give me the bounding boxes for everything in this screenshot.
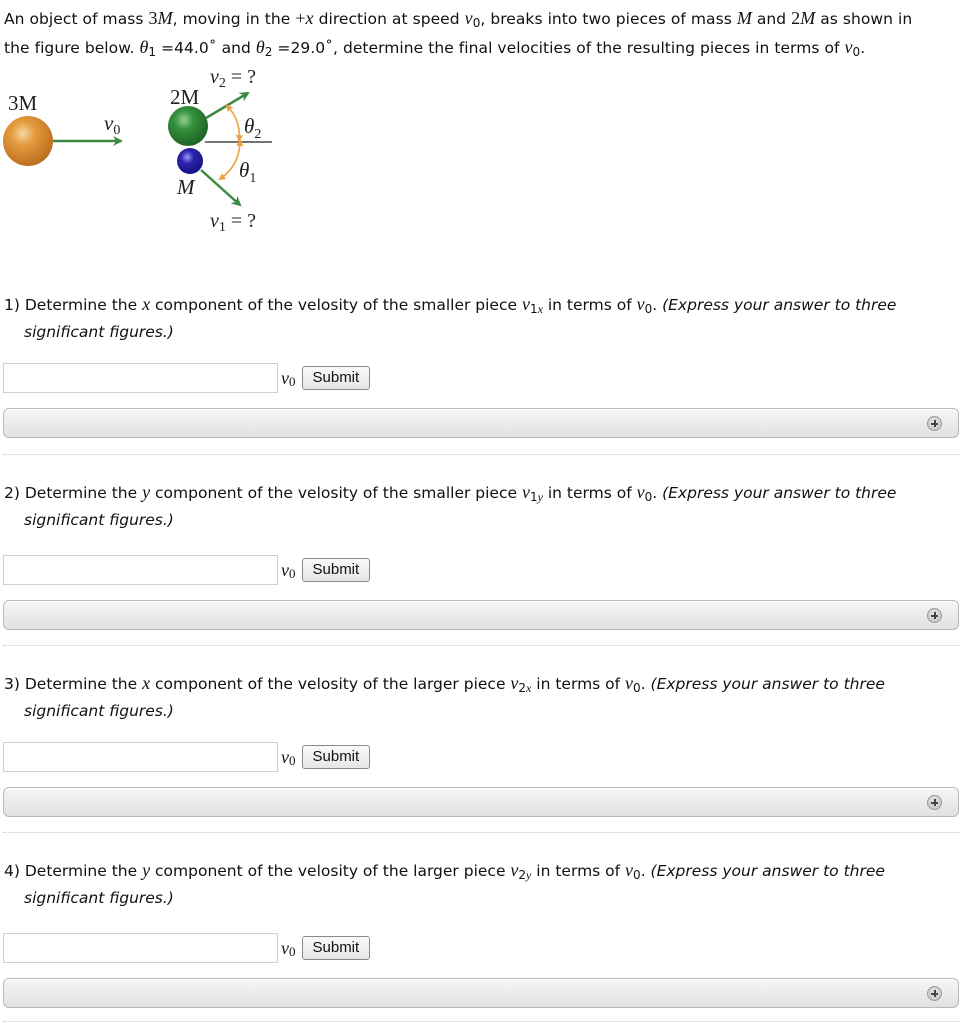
question-text: in terms of <box>531 862 626 880</box>
theta1-var: θ <box>139 37 149 57</box>
answer-input-3[interactable] <box>3 742 278 772</box>
v0-var: v <box>844 37 853 57</box>
velocity-var: v <box>521 482 530 502</box>
v1-arrow <box>201 170 240 205</box>
intro-text: , breaks into two pieces of mass <box>480 10 737 28</box>
plus-circle-icon[interactable] <box>927 986 942 1001</box>
question-text: Determine the <box>24 484 143 502</box>
component-var: y <box>142 482 151 502</box>
theta2-var: θ <box>255 37 265 57</box>
question-note: significant figures.) <box>24 511 174 529</box>
collision-figure <box>0 62 300 242</box>
question-text: in terms of <box>542 484 637 502</box>
intro-text: the figure below. <box>4 39 140 57</box>
question-number: 1) <box>4 296 25 314</box>
question-note: significant figures.) <box>24 323 174 341</box>
label-3m: 3M <box>8 91 38 115</box>
label-m: M <box>177 175 195 199</box>
answer-input-1[interactable] <box>3 363 278 393</box>
collision-diagram <box>0 62 300 242</box>
mass-m-var: M <box>736 8 752 28</box>
submit-button-2[interactable]: Submit <box>302 558 371 582</box>
problem-statement <box>4 6 954 64</box>
submit-button-1[interactable]: Submit <box>302 366 371 390</box>
question-text: component of the velosity of the smaller piece <box>150 296 522 314</box>
hint-bar-2[interactable] <box>3 600 959 630</box>
intro-text: , determine the final velocities of the resulting pieces in terms of <box>332 39 845 57</box>
question-note: (Express your answer to three <box>650 862 885 880</box>
theta1-sub: 1 <box>148 45 157 59</box>
velocity-sub: 1 <box>529 302 538 316</box>
intro-text: direction at speed <box>313 10 465 28</box>
mass-3m-var: M <box>157 8 173 28</box>
v0-var: v <box>625 860 634 880</box>
mass-3m-number: 3 <box>148 8 158 28</box>
unit-label: v0 <box>281 747 296 768</box>
velocity-sub: 2 <box>518 681 527 695</box>
question-text: in terms of <box>542 296 637 314</box>
hint-bar-3[interactable] <box>3 787 959 817</box>
label-v2: $v_2$ = ? <box>210 66 257 91</box>
label-2m: 2M <box>170 85 200 109</box>
mass-2m-ball <box>168 106 208 146</box>
hint-bar-1[interactable] <box>3 408 959 438</box>
plus-circle-icon[interactable] <box>927 795 942 810</box>
question-3 <box>4 672 959 723</box>
velocity-sub-comp: x <box>526 681 532 695</box>
plus-circle-icon[interactable] <box>927 416 942 431</box>
v2-arrow <box>206 93 248 118</box>
mass-2m-var: M <box>800 8 816 28</box>
unit-label: v0 <box>281 938 296 959</box>
v0-var: v <box>636 482 645 502</box>
v0-sub: 0 <box>852 45 861 59</box>
answer-row-4 <box>3 932 370 964</box>
question-note: significant figures.) <box>24 702 174 720</box>
v0-sub: 0 <box>644 302 653 316</box>
theta1-arc <box>220 144 240 179</box>
submit-button-4[interactable]: Submit <box>302 936 371 960</box>
question-2 <box>4 481 959 532</box>
v0-sub: 0 <box>472 16 481 30</box>
theta2-arc <box>229 108 239 140</box>
direction-var: x <box>305 8 314 28</box>
velocity-sub-comp: y <box>526 868 532 882</box>
mass-m-ball <box>177 148 203 174</box>
label-v0: v0 <box>104 111 121 138</box>
label-v1: $v_1$ = ? <box>210 210 257 235</box>
question-number: 4) <box>4 862 25 880</box>
divider <box>3 454 959 455</box>
question-number: 2) <box>4 484 25 502</box>
question-text: . <box>640 862 651 880</box>
v0-var: v <box>636 294 645 314</box>
intro-text: An object of mass <box>4 10 149 28</box>
v0-var: v <box>625 673 634 693</box>
label-theta1: $\theta_1$ <box>239 158 257 186</box>
answer-input-2[interactable] <box>3 555 278 585</box>
divider <box>3 645 959 646</box>
question-4 <box>4 859 959 910</box>
question-text: in terms of <box>531 675 626 693</box>
velocity-var: v <box>510 860 519 880</box>
intro-text: and <box>751 10 792 28</box>
question-text: Determine the <box>24 675 143 693</box>
intro-text: , moving in the <box>172 10 296 28</box>
question-text: component of the velosity of the larger piece <box>150 862 511 880</box>
question-note: (Express your answer to three <box>650 675 885 693</box>
velocity-sub-comp: x <box>537 302 543 316</box>
question-number: 3) <box>4 675 25 693</box>
component-var: x <box>142 673 151 693</box>
velocity-var: v <box>521 294 530 314</box>
mass-3m-ball <box>3 116 53 166</box>
answer-row-3 <box>3 741 370 773</box>
submit-button-3[interactable]: Submit <box>302 745 371 769</box>
v0-var: v <box>464 8 473 28</box>
intro-text: as shown in <box>815 10 913 28</box>
intro-text: and <box>216 39 256 57</box>
answer-row-1 <box>3 362 370 394</box>
direction-sign: + <box>295 8 306 28</box>
question-text: . <box>652 296 663 314</box>
question-text: . <box>652 484 663 502</box>
theta2-value: =29.0˚ <box>272 39 333 57</box>
intro-text: . <box>860 39 866 57</box>
unit-label: v0 <box>281 368 296 389</box>
divider <box>3 1021 959 1022</box>
theta1-value: =44.0˚ <box>156 39 217 57</box>
question-text: component of the velosity of the smaller piece <box>150 484 522 502</box>
velocity-sub: 1 <box>529 490 538 504</box>
question-1 <box>4 293 959 344</box>
plus-circle-icon[interactable] <box>927 608 942 623</box>
answer-input-4[interactable] <box>3 933 278 963</box>
mass-2m-number: 2 <box>791 8 801 28</box>
component-var: x <box>142 294 151 314</box>
question-note: (Express your answer to three <box>662 296 897 314</box>
unit-label: v0 <box>281 560 296 581</box>
question-text: Determine the <box>24 862 143 880</box>
velocity-var: v <box>510 673 519 693</box>
question-note: significant figures.) <box>24 889 174 907</box>
v0-sub: 0 <box>633 868 641 882</box>
question-text: Determine the <box>24 296 143 314</box>
question-text: . <box>640 675 651 693</box>
velocity-sub: 2 <box>518 868 527 882</box>
theta2-sub: 2 <box>264 45 273 59</box>
question-note: (Express your answer to three <box>662 484 897 502</box>
answer-row-2 <box>3 554 370 586</box>
component-var: y <box>142 860 151 880</box>
question-text: component of the velosity of the larger piece <box>150 675 511 693</box>
v0-sub: 0 <box>644 490 653 504</box>
label-theta2: $\theta_2$ <box>244 114 262 142</box>
divider <box>3 832 959 833</box>
v0-sub: 0 <box>633 681 641 695</box>
hint-bar-4[interactable] <box>3 978 959 1008</box>
velocity-sub-comp: y <box>537 490 543 504</box>
